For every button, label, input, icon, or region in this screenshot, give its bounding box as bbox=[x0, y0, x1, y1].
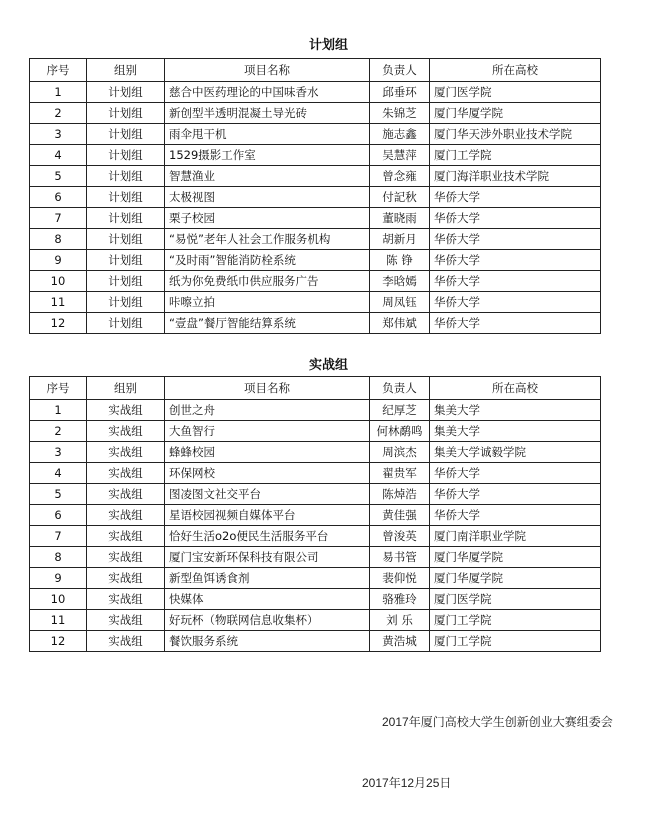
row-project-name: “易悦”老年人社会工作服务机构 bbox=[165, 229, 370, 250]
row-leader: 刘 乐 bbox=[370, 610, 430, 631]
row-number: 2 bbox=[30, 421, 87, 442]
table-row bbox=[30, 271, 601, 292]
row-group: 计划组 bbox=[87, 145, 165, 166]
row-school: 华侨大学 bbox=[430, 187, 601, 208]
row-project-name: 太极视图 bbox=[165, 187, 370, 208]
row-group: 计划组 bbox=[87, 187, 165, 208]
row-project-name: 雨伞甩干机 bbox=[165, 124, 370, 145]
row-project-name: 智慧渔业 bbox=[165, 166, 370, 187]
row-group: 计划组 bbox=[87, 166, 165, 187]
header-lead: 负责人 bbox=[370, 59, 430, 82]
table-header-row bbox=[30, 377, 601, 400]
row-leader: 陈焯浩 bbox=[370, 484, 430, 505]
header-school: 所在高校 bbox=[430, 377, 601, 400]
row-school: 厦门工学院 bbox=[430, 631, 601, 652]
row-school: 厦门医学院 bbox=[430, 82, 601, 103]
table-row bbox=[30, 505, 601, 526]
row-leader: 黄浩城 bbox=[370, 631, 430, 652]
row-number: 8 bbox=[30, 229, 87, 250]
header-lead: 负责人 bbox=[370, 377, 430, 400]
table-row bbox=[30, 568, 601, 589]
row-project-name: 环保网校 bbox=[165, 463, 370, 484]
row-leader: 付記秋 bbox=[370, 187, 430, 208]
row-leader: 骆雅玲 bbox=[370, 589, 430, 610]
row-project-name: 厦门宝安新环保科技有限公司 bbox=[165, 547, 370, 568]
row-leader: 曾念雍 bbox=[370, 166, 430, 187]
row-project-name: 1529摄影工作室 bbox=[165, 145, 370, 166]
row-leader: 周凤钰 bbox=[370, 292, 430, 313]
table-row bbox=[30, 229, 601, 250]
row-school: 厦门工学院 bbox=[430, 145, 601, 166]
row-leader: 郑伟斌 bbox=[370, 313, 430, 334]
table-row bbox=[30, 145, 601, 166]
row-project-name: 图凌图文社交平台 bbox=[165, 484, 370, 505]
row-project-name: 蜂蜂校园 bbox=[165, 442, 370, 463]
row-group: 实战组 bbox=[87, 631, 165, 652]
row-number: 5 bbox=[30, 484, 87, 505]
row-school: 厦门海洋职业技术学院 bbox=[430, 166, 601, 187]
row-leader: 翟贵军 bbox=[370, 463, 430, 484]
row-number: 2 bbox=[30, 103, 87, 124]
row-number: 10 bbox=[30, 271, 87, 292]
header-group: 组别 bbox=[87, 59, 165, 82]
table-row bbox=[30, 250, 601, 271]
row-number: 9 bbox=[30, 250, 87, 271]
row-project-name: 星语校园视频自媒体平台 bbox=[165, 505, 370, 526]
organizer-signature: 2017年厦门高校大学生创新创业大赛组委会 bbox=[382, 715, 613, 729]
row-group: 实战组 bbox=[87, 505, 165, 526]
row-school: 华侨大学 bbox=[430, 313, 601, 334]
row-leader: 曾浚英 bbox=[370, 526, 430, 547]
row-school: 厦门医学院 bbox=[430, 589, 601, 610]
header-no: 序号 bbox=[30, 59, 87, 82]
row-school: 集美大学诚毅学院 bbox=[430, 442, 601, 463]
row-group: 实战组 bbox=[87, 442, 165, 463]
row-group: 实战组 bbox=[87, 484, 165, 505]
table-row bbox=[30, 589, 601, 610]
row-leader: 施志鑫 bbox=[370, 124, 430, 145]
row-school: 厦门华厦学院 bbox=[430, 547, 601, 568]
row-leader: 何林鹬鸣 bbox=[370, 421, 430, 442]
row-leader: 黄佳强 bbox=[370, 505, 430, 526]
table-row bbox=[30, 547, 601, 568]
row-project-name: 慈合中医药理论的中国味香水 bbox=[165, 82, 370, 103]
row-number: 12 bbox=[30, 631, 87, 652]
header-project: 项目名称 bbox=[165, 377, 370, 400]
row-school: 厦门华厦学院 bbox=[430, 103, 601, 124]
row-project-name: 纸为你免费纸巾供应服务广告 bbox=[165, 271, 370, 292]
table-row bbox=[30, 187, 601, 208]
table-row bbox=[30, 82, 601, 103]
row-project-name: 新创型半透明混凝土导光砖 bbox=[165, 103, 370, 124]
table-row bbox=[30, 526, 601, 547]
section-title-plan: 计划组 bbox=[308, 38, 348, 53]
header-no: 序号 bbox=[30, 377, 87, 400]
row-school: 华侨大学 bbox=[430, 271, 601, 292]
row-group: 计划组 bbox=[87, 103, 165, 124]
row-leader: 董晓雨 bbox=[370, 208, 430, 229]
row-project-name: 快媒体 bbox=[165, 589, 370, 610]
row-school: 集美大学 bbox=[430, 400, 601, 421]
row-number: 9 bbox=[30, 568, 87, 589]
row-leader: 邱垂环 bbox=[370, 82, 430, 103]
row-school: 集美大学 bbox=[430, 421, 601, 442]
row-group: 实战组 bbox=[87, 547, 165, 568]
row-project-name: 咔嚓立拍 bbox=[165, 292, 370, 313]
row-project-name: 好玩杯（物联网信息收集杯） bbox=[165, 610, 370, 631]
row-leader: 胡新月 bbox=[370, 229, 430, 250]
row-leader: 陈 铮 bbox=[370, 250, 430, 271]
row-group: 实战组 bbox=[87, 421, 165, 442]
row-project-name: 创世之舟 bbox=[165, 400, 370, 421]
row-group: 计划组 bbox=[87, 82, 165, 103]
row-group: 实战组 bbox=[87, 526, 165, 547]
row-number: 4 bbox=[30, 463, 87, 484]
row-school: 厦门华天涉外职业技术学院 bbox=[430, 124, 601, 145]
row-group: 计划组 bbox=[87, 124, 165, 145]
row-group: 实战组 bbox=[87, 463, 165, 484]
row-group: 计划组 bbox=[87, 292, 165, 313]
row-group: 计划组 bbox=[87, 229, 165, 250]
row-project-name: 恰好生活o2o便民生活服务平台 bbox=[165, 526, 370, 547]
row-project-name: 大鱼智行 bbox=[165, 421, 370, 442]
row-number: 3 bbox=[30, 442, 87, 463]
row-number: 6 bbox=[30, 505, 87, 526]
header-group: 组别 bbox=[87, 377, 165, 400]
row-school: 厦门工学院 bbox=[430, 610, 601, 631]
row-school: 华侨大学 bbox=[430, 484, 601, 505]
row-project-name: 餐饮服务系统 bbox=[165, 631, 370, 652]
table-row bbox=[30, 631, 601, 652]
row-school: 华侨大学 bbox=[430, 505, 601, 526]
header-project: 项目名称 bbox=[165, 59, 370, 82]
row-leader: 朱锦芝 bbox=[370, 103, 430, 124]
table-header-row bbox=[30, 59, 601, 82]
row-leader: 周滨杰 bbox=[370, 442, 430, 463]
practice-group-table bbox=[29, 376, 601, 652]
row-project-name: 新型鱼饵诱食剂 bbox=[165, 568, 370, 589]
row-school: 华侨大学 bbox=[430, 292, 601, 313]
row-leader: 易书管 bbox=[370, 547, 430, 568]
table-row bbox=[30, 484, 601, 505]
table-row bbox=[30, 442, 601, 463]
section-title-practice: 实战组 bbox=[308, 358, 348, 373]
row-leader: 裴仰悦 bbox=[370, 568, 430, 589]
row-project-name: “壹盘”餐厅智能结算系统 bbox=[165, 313, 370, 334]
row-number: 8 bbox=[30, 547, 87, 568]
row-group: 计划组 bbox=[87, 250, 165, 271]
table-row bbox=[30, 208, 601, 229]
row-group: 计划组 bbox=[87, 271, 165, 292]
row-number: 10 bbox=[30, 589, 87, 610]
row-number: 11 bbox=[30, 292, 87, 313]
row-number: 7 bbox=[30, 526, 87, 547]
row-number: 1 bbox=[30, 82, 87, 103]
row-number: 11 bbox=[30, 610, 87, 631]
row-project-name: “及时雨”智能消防栓系统 bbox=[165, 250, 370, 271]
row-school: 华侨大学 bbox=[430, 463, 601, 484]
table-row bbox=[30, 463, 601, 484]
row-leader: 纪厚芝 bbox=[370, 400, 430, 421]
plan-group-table bbox=[29, 58, 601, 334]
row-school: 厦门华厦学院 bbox=[430, 568, 601, 589]
row-school: 厦门南洋职业学院 bbox=[430, 526, 601, 547]
table-row bbox=[30, 124, 601, 145]
row-school: 华侨大学 bbox=[430, 208, 601, 229]
row-group: 计划组 bbox=[87, 208, 165, 229]
issue-date: 2017年12月25日 bbox=[362, 776, 452, 790]
row-number: 1 bbox=[30, 400, 87, 421]
row-group: 实战组 bbox=[87, 610, 165, 631]
row-group: 实战组 bbox=[87, 589, 165, 610]
row-group: 实战组 bbox=[87, 400, 165, 421]
row-group: 实战组 bbox=[87, 568, 165, 589]
header-school: 所在高校 bbox=[430, 59, 601, 82]
table-row bbox=[30, 400, 601, 421]
table-row bbox=[30, 103, 601, 124]
row-group: 计划组 bbox=[87, 313, 165, 334]
row-leader: 吴慧萍 bbox=[370, 145, 430, 166]
row-project-name: 栗子校园 bbox=[165, 208, 370, 229]
row-leader: 李晗嫣 bbox=[370, 271, 430, 292]
table-row bbox=[30, 313, 601, 334]
row-school: 华侨大学 bbox=[430, 229, 601, 250]
row-number: 5 bbox=[30, 166, 87, 187]
table-row bbox=[30, 166, 601, 187]
row-number: 3 bbox=[30, 124, 87, 145]
row-school: 华侨大学 bbox=[430, 250, 601, 271]
row-number: 4 bbox=[30, 145, 87, 166]
table-row bbox=[30, 421, 601, 442]
table-row bbox=[30, 292, 601, 313]
row-number: 6 bbox=[30, 187, 87, 208]
table-row bbox=[30, 610, 601, 631]
row-number: 7 bbox=[30, 208, 87, 229]
row-number: 12 bbox=[30, 313, 87, 334]
